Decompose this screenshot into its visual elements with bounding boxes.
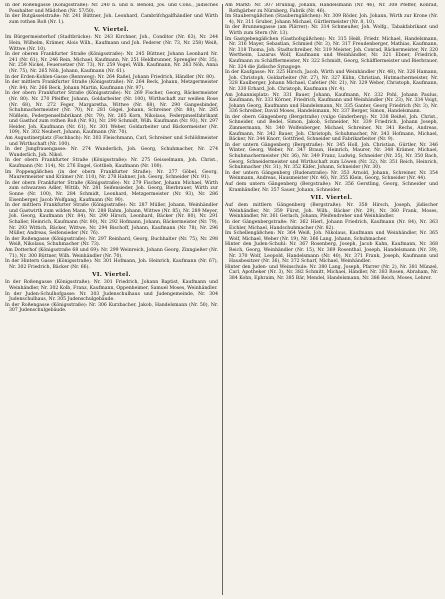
entry: In der Butgässelstraße: Nr. 241 Büttner, Joh. Leonhard, Cambrifchgalfhändler und Wirth zum rothen Roß (Nr. 1). (5, 14, 218, 25)
entry: In der obern Gängenberg (Bergstraße) (vulgo Ginderberg): Nr. 338 Beißel, Joh. Christ., Schneider, und Bedel, Simon, Jakob, Schneider, Nr. 339 Friedrich, Johann Joseph, Zimmermann, Nr. 340 Wolfenberger, Michael, Schreiner, Nr. 341 Rechs, Andreas, Kaufmann, Nr. 342 Bauer, Joh. Christoph, Schuhmacher, Nr. 343 Hofmann, Michael, Bäcker, Nr. 344 Knorr, Gottfried, Schneider und Fabrikarbeiter (Nr. 9). (225, 114, 438, 143)
entry: In der Kaufgasse: Nr. 325 Hirsch, Jacob, Wirth und Weinhändler (Nr. 48), Nr. 326 Hamann, Joh. Christoph, Goldarbeiter (Nr. 27), Nr. 327 Kühn, Christian, Hutmachermeister, Nr. 328 Kaulberger, Johann Michael, Cafetier (Nr. 21), Nr. 329 Weber, Christoph, Kaufmann, Nr. 330 Erhard, Joh. Christoph, Kaufmann (Nr. 4). (225, 70, 438, 92)
entry: In der Roßengasse (Königsstraße): Nr. 297 Reinhard, Georg, Buchhalter (Nr. 75), Nr. 298 Weiß, Nikolaus, Schuhmacher (Nr. 73). (5, 236, 218, 248)
entry: Im Staubersgäßchen (Stauberngäßchen): Nr. 309 Röder, Joh. Johann, Wirth zur Krone (Nr. 4), Nr. 311 Gruber, Johann Michael, Gürtlermeister (Nr. 8, 10). (225, 14, 438, 25)
entry: Im Poppengäßchen (in der obern Frankfurter Straße): Nr. 277 Göbel, Georg, Maurermeister und Krämer (Nr. 110), Nr. 278 Hahner, Joh. Georg, Schneider (Nr. 91). (5, 169, 218, 181)
entry: In der Juden-Schulhofgasse: Nr. 303 Judenschulhaus und Judengemeinde, Nr. 304 Judenschulhaus, Nr. 305 Judenschulgebäude. (5, 291, 218, 303)
entry: In der obern Frankfurter Straße (Königsstraße): Nr. 275 Geisselmann, Joh. Christ., Kaufmann (Nr. 114), Nr. 276 Engel, Gottlieb, Kaufmann (Nr. 100). (5, 158, 218, 170)
entry: Im Schellengäßchen: Nr. 364 Weiß, Joh. Nikolaus, Kaufmann und Weinhändler, Nr. 365 Wolf, Michael, Weber (Nr. 19), Nr. 366 Lang, Johann, Schuhmacher. (225, 231, 438, 242)
entry: Am Augustinerplatz (Fischbach): Nr. 303 Fleischmann, Carl, Schreiner und Schlößmeister und Wirthschaft (Nr. 100). (5, 136, 218, 147)
entry: Am Johannisplatz: Nr. 331 Bauer, Johann, Kaufmann, Nr. 332 Pohl, Johann Paulus, Kaufmann, Nr. 333 Körner, Friedrich, Kaufmann und Weinhändler (Nr. 23), Nr. 334 Voigt, Johann Georg, Kaufmann und Handelsmann, Nr. 335 Ganter, Georg Friedrich (Nr. 3), Nr. 336 Schreiber, David Moses, Handelsmann, Nr. 337 Berger, Simon, Handelsmann. (225, 92, 438, 115)
entry: In der mittlern Frankfurter Straße (Königsstraße): Nr. 287 Müller, Johann, Weinhändler und Gastwirth zum wilden Mann, Nr. 288 Rahm, Johann, Wittwe (Nr. 85), Nr. 289 Meyer, Joh. Georg, Kaufmann (Nr. 84), Nr. 290 Hirsch, Leonhard, Bäcker (Nr. 80), Nr. 291 Schaller, Heinrich, Kaufmann (Nr. 80), Nr. 292 Hofmann, Johann, Bäckermeister (Nr. 79), Nr. 293 Wittich, Bäcker, Wittwe, Nr. 294 Bischoff, Johann, Kaufmann (Nr. 78), Nr. 296 Müller, Andreas, Seifensieder (Nr. 76). (5, 203, 218, 237)
entry: In der Roßengasse (Königsstraße): Nr. 301 Friedrich, Johann Baptist, Kaufmann und Weinhändler, Nr. 302 Kolb, Franz, Kaufmann, Oppenheimer, Samuel Moses, Weinhändler. (5, 280, 218, 291)
entry: Hinter den Juden- und Weinschule: Nr. 380 Lang, Joseph, Pfarrer (Nr. 2), Nr. 381 Münzel, Carl, Apotheker (Nr. 3), Nr. 382 Schmitt, Michael, Händler, Nr. 383 Rosen, Abraham, Nr. 384 Kohn, Ephraim, Nr. 385 Bär, Mendel, Handelsmann, Nr. 386 Reich, Moses, Lehrer. (225, 264, 438, 281)
section-heading: V. Viertel. (94, 27, 129, 34)
entry: In der obern Frankfurter Straße (Königsstraße): Nr. 269 Fischer, Georg, Bäckermeister (Nr. 80). Nr. 270 Pfeiffer, Johann, Goldarbeiter (Nr. 100), Wirthschaft zur weißen Rose (Nr. 68), Nr. 272 Feger, Margaretha, Wittwe (Nr. 68), Nr. 290 Gangesbinder, Schuhmachermeister (Nr. 70), Nr. 281 Gögel, Johann, Schreiner (Nr. 88), Nr. 285 Nüßlein, Federpenselfabrikant (Nr. 79), Nr. 265 Korn, Nikolaus, Federpinselfabrikant und Gasthof zum rothen Roß (Nr. 93), Nr. 290 Schmidt, Wilh. Kaufmann (Nr. 93), Nr. 297 Heider, Joh. Kaufmann (Nr. 61), Nr. 301 Weber, Goldarbeiter und Bäckermeister (Nr. 109), Nr. 302 Neubert, Johann, Kaufmann (Nr. 70). (5, 91, 218, 136)
entry: In der Gängenbergstraße: Nr. 362 Hierl, Johann Friedrich, Kaufmann (Nr. 84), Nr. 363 Eichler, Michael, Handschuhmacher (Nr. 82). (225, 219, 438, 231)
entry: In der Roßengasse (Königsstraße): Nr. 306 Kurzbacher, Jakob, Handelsmann (Nr. 50), Nr. 307 Judenschulgebäude. (5, 302, 218, 314)
entry: Im Bürgermeisterhof (Stadtbrücke): Nr. 243 Kirchner, Joh., Conditor (Nr. 63), Nr. 244 Hein, Wilhelm, Krämer, Alois Wilh., Kaufmann und Joh. Federer (Nr. 73, Nr. 258) Weiß, Wittwe (Nr. 10). (5, 35, 218, 52)
entry: In der mittlern Frankfurter Straße (Königsstraße): Nr. 264 Beck, Johann, Metzgermeister (Nr. 84). Nr. 266 Beck, Johann Martin, Kaufmann (Nr. 97). (5, 80, 218, 91)
entry: In der Roßengasse (Königsstraße): Nr. 240 n. und b. Behold, Jos. und Cons., jüdisches Posshalter und Mädchen (Nr. 57/50). (5, 3, 218, 14)
entry: Hinter den Juden-Schuhl: Nr. 367 Rosenberg, Joseph, Jacob Kahn, Kaufmann, Nr. 368 Reich, Georg, Weinhändler (Nr. 15), Nr. 369 Rosenthal, Joseph, Handelsmann (Nr. 39), Nr. 370 Wolf, Leopold, Handelsmann (Nr. 40), Nr. 371 Frank, Joseph, Kaufmann und Hausbesitzer (Nr. 36), Nr. 372 Scharf, Michael, Weinhändler. (225, 242, 438, 265)
section-v-entries (5, 35, 218, 270)
entry: Auf dem mittlern Gängenberg (Bergstraße): Nr. 358 Hirsch, Joseph, jüdischer Weinhändler, Nr. 359 Fürst, Joh. Wilh., Bäcker (Nr. 29), Nr. 360 Frank, Moses, Weinhändler, Nr. 361 Gerlach, Johann, Pfeifendreher und Weinhändler. (225, 203, 438, 220)
entry: In der Jungfrauengasse: Nr. 274 Wunderlich, Joh. Georg, Schuhmacher, Nr. 274 Wunderlich, Joh. Nikol. (5, 147, 218, 158)
entry: In der obern Frankfurter Straße (Königsstraße): Nr. 279 Fischer, Johann Michael, Wirth zum schwarzen Adler, Wittib, Nr. 281 Seifensieder, Joh. Georg, Bierbrauer, Wirth zur Sonne (Nr. 100), Nr. 284 Schmidt, Leonhard, Metzgermeister (Nr. 93), Nr. 286 Eisenberger, Jacob Wolfgang, Kaufmann (Nr. 90). (5, 180, 218, 203)
entry: In der Hintern Gasse (Königsstraße): Nr. 301 Hofmann, Joh. Heinrich, Kaufmann (Nr. 67), Nr. 302 Friedrich, Bäcker (Nr. 66). (5, 259, 218, 270)
section-vii-entries (225, 203, 438, 281)
entry: In der Erden-Kohlen-Gasse (Rennweg): Nr. 264 Raßel, Johann Friedrich, Händler (Nr. 80). (5, 74, 216, 80)
entry: Am Markt: Nr. 307 Brunnig, Johann, Handelsmann (Nr. 46), Nr. 308 Pfeffer, Konrad, Rothgärber zu Nürnberg, Fabrik (Nr. 46). (225, 3, 438, 14)
entry: Im Gastgebengäßchen (Gasthofsgäßchen): Nr. 315 Heiß, Friedr. Michael, Handelsmann, Nr. 316 Mayer, Sebastian, Schmied (Nr. 3), Nr. 317 Freudenberger, Mathias, Kaufmann, Nr. 318 Thoma, Joh. Stadtschreiber, Nr. 319 Meister, Joh. Conrad, Bäckermeister, Nr. 320 Wertheim, Lazarus Wolf, Kaufmann und Weinhändler, Nr. 321 Ebner, Friedrich, Kaufmann zu Schäfflermeister, Nr. 322 Schmidt, Georg, Schäfflermeister und Bierbrauer, Nr. 324 die jüdische Synagoge. (225, 36, 438, 70)
column-divider (222, 4, 223, 595)
entry: In der untern Gängenberg (Bergstraße): Nr. 345 Holl, Joh. Christian, Gürtler, Nr. 346 Winter, Georg, Weber, Nr. 347 Braun, Heinrich, Maurer, Nr. 348 Krämer, Michael, Schuhmachermeister (Nr. 36), Nr. 349 Franz, Ludwig, Schneider (Nr. 35), Nr. 350 Bach, Georg, Schneidermeister und Wirthschaft zum Löwen (Nr. 32), Nr. 351 Reich, Heinrich, Schuhmacher (Nr. 31), Nr. 352 Käfer, Johann, Schneider (Nr. 30). (225, 142, 438, 171)
right-column (225, 3, 438, 597)
entry: In der oberen Frankfurter Straße (Königsstraße): Nr. 245 Büttner, Johann Leonhard Nr. 241 (Nr. 61), Nr. 246 Rein, Michael, Kaufmann, Nr. 251 Heldbrunner, Sprengler (Nr. 35), Nr. 259 Nickel, Feuersetzer (Nr. 73), Nr. 259 Vogel, Wilh. Kaufmann, Nr. 263 Nöh, Anna (Nr. 75), Nr. 265 Nöh, Johann, Kaufmann (Nr. 61). (5, 52, 218, 74)
entry: Auf dem untern Gängenberg (Bergstraße): Nr. 356 Gerstling, Georg, Schneider und Kramhändler, Nr. 357 Sauer, Johann, Schneider. (225, 182, 438, 193)
right-entries (225, 37, 438, 194)
entry: In der untern Gängenberg (Rudenstraße): Nr. 353 Arnold, Johann, Schreiner, Nr. 354 Weinmann, Andreas, Hausmeister (Nr. 46), Nr. 355 Klein, Georg, Schneider (Nr. 44). (225, 170, 438, 182)
left-column (5, 3, 218, 597)
section-heading: VII. Viertel. (310, 195, 353, 202)
section-vi-entries (5, 280, 218, 314)
entry: In der Brunnengasse (am Plärrer): Nr. 314 Schmeußer, Joh. Wolfg., Tabakfabrikant und Wirth zum Stern (Nr. 13). (225, 25, 438, 36)
entry: Am Dotterhof (Königsstraße 68 und 69): Nr. 299 Weinreich, Johann Georg, Zinngießer (Nr. 71), Nr. 300 Büttner, Wilh. Weinhändler (Nr. 70). (5, 247, 218, 259)
section-heading: VI. Viertel. (92, 272, 131, 279)
